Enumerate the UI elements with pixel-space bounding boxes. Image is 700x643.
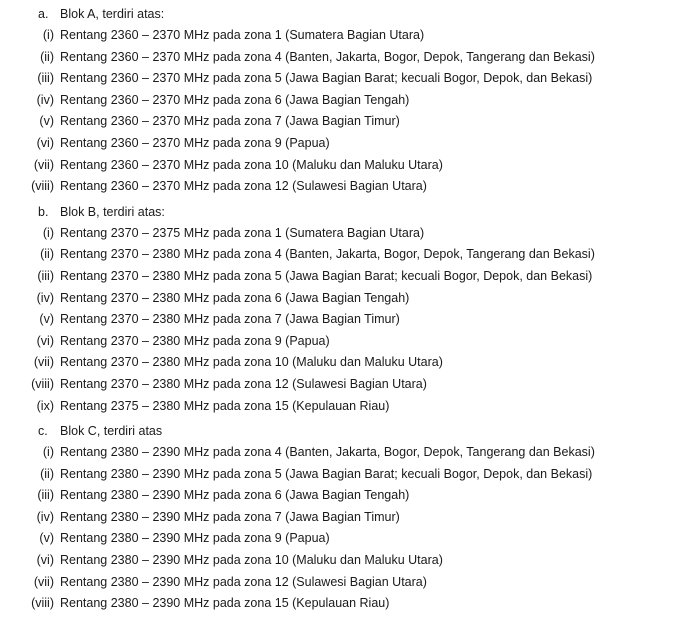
block-c-items: [0, 442, 700, 615]
item-text: Rentang 2360 – 2370 MHz pada zona 12 (Sulawesi Bagian Utara): [60, 179, 427, 194]
block-c-heading: [0, 420, 700, 442]
block-b: [0, 201, 700, 417]
block-a-marker: a.: [38, 7, 49, 21]
item-text: Rentang 2370 – 2380 MHz pada zona 10 (Maluku dan Maluku Utara): [60, 355, 443, 370]
list-item: [0, 464, 700, 486]
item-text: Rentang 2360 – 2370 MHz pada zona 7 (Jawa Bagian Timur): [60, 114, 400, 129]
item-text: Rentang 2360 – 2370 MHz pada zona 6 (Jawa Bagian Tengah): [60, 92, 410, 107]
item-text: Rentang 2380 – 2390 MHz pada zona 4 (Banten, Jakarta, Bogor, Depok, Tangerang dan Bekasi): [60, 445, 595, 460]
item-text: Rentang 2370 – 2375 MHz pada zona 1 (Sumatera Bagian Utara): [60, 225, 425, 240]
list-item: [0, 47, 700, 69]
item-text: Rentang 2360 – 2370 MHz pada zona 1 (Sumatera Bagian Utara): [60, 28, 425, 42]
item-text: Rentang 2380 – 2390 MHz pada zona 9 (Papua): [60, 531, 330, 546]
block-b-marker: b.: [38, 204, 49, 219]
item-marker: (iii): [37, 268, 54, 283]
list-item: [0, 396, 700, 418]
item-text: Rentang 2380 – 2390 MHz pada zona 10 (Maluku dan Maluku Utara): [60, 553, 443, 568]
item-marker: (vi): [36, 135, 54, 150]
item-marker: (v): [39, 312, 54, 327]
item-marker: (vii): [33, 157, 54, 172]
block-b-heading-text: Blok B, terdiri atas:: [60, 204, 165, 219]
item-marker: (viii): [31, 596, 54, 611]
item-marker: (viii): [31, 376, 54, 391]
list-item: [0, 374, 700, 396]
item-text: Rentang 2370 – 2380 MHz pada zona 12 (Sulawesi Bagian Utara): [60, 376, 427, 391]
list-item: [0, 111, 700, 133]
item-marker: (vii): [33, 574, 54, 589]
list-item: [0, 485, 700, 507]
item-text: Rentang 2370 – 2380 MHz pada zona 7 (Jawa Bagian Timur): [60, 312, 400, 327]
list-item: [0, 507, 700, 529]
list-item: [0, 90, 700, 112]
item-marker: (ix): [36, 398, 54, 413]
list-item: [0, 155, 700, 177]
item-text: Rentang 2370 – 2380 MHz pada zona 4 (Banten, Jakarta, Bogor, Depok, Tangerang dan Bekasi): [60, 247, 595, 262]
item-marker: (v): [39, 531, 54, 546]
item-marker: (vi): [36, 333, 54, 348]
item-text: Rentang 2360 – 2370 MHz pada zona 9 (Papua): [60, 135, 330, 150]
item-marker: (ii): [40, 466, 54, 481]
block-c-heading-text: Blok C, terdiri atas: [60, 424, 163, 439]
item-text: Rentang 2370 – 2380 MHz pada zona 6 (Jawa Bagian Tengah): [60, 290, 410, 305]
item-marker: (ii): [40, 247, 54, 262]
block-c: [0, 420, 700, 615]
item-text: Rentang 2375 – 2380 MHz pada zona 15 (Kepulauan Riau): [60, 398, 390, 413]
item-text: Rentang 2380 – 2390 MHz pada zona 6 (Jawa Bagian Tengah): [60, 488, 410, 503]
block-a-heading: [0, 3, 700, 25]
item-text: Rentang 2380 – 2390 MHz pada zona 12 (Sulawesi Bagian Utara): [60, 574, 427, 589]
list-item: [0, 266, 700, 288]
item-marker: (i): [42, 445, 54, 460]
item-text: Rentang 2380 – 2390 MHz pada zona 15 (Kepulauan Riau): [60, 596, 390, 611]
list-item: [0, 550, 700, 572]
list-item: [0, 176, 700, 198]
block-a-items: [0, 25, 700, 198]
list-item: [0, 133, 700, 155]
item-marker: (vi): [36, 553, 54, 568]
item-marker: (iii): [37, 71, 54, 86]
list-item: [0, 288, 700, 310]
item-marker: (vii): [33, 355, 54, 370]
block-a-heading-text: Blok A, terdiri atas:: [60, 7, 165, 21]
block-b-items: [0, 223, 700, 417]
block-a: [0, 3, 700, 198]
item-text: Rentang 2360 – 2370 MHz pada zona 10 (Maluku dan Maluku Utara): [60, 157, 443, 172]
list-item: [0, 331, 700, 353]
item-marker: (iv): [36, 509, 54, 524]
list-item: [0, 352, 700, 374]
list-item: [0, 223, 700, 245]
item-text: Rentang 2380 – 2390 MHz pada zona 7 (Jawa Bagian Timur): [60, 509, 400, 524]
item-text: Rentang 2370 – 2380 MHz pada zona 9 (Papua): [60, 333, 330, 348]
list-item: [0, 442, 700, 464]
item-marker: (v): [39, 114, 54, 129]
list-item: [0, 572, 700, 594]
block-b-heading: [0, 201, 700, 223]
list-item: [0, 309, 700, 331]
item-text: Rentang 2380 – 2390 MHz pada zona 5 (Jawa Bagian Barat; kecuali Bogor, Depok, dan Bekasi): [60, 466, 593, 481]
item-marker: (i): [42, 225, 54, 240]
list-item: [0, 593, 700, 615]
item-marker: (iv): [36, 92, 54, 107]
list-item: [0, 528, 700, 550]
item-text: Rentang 2370 – 2380 MHz pada zona 5 (Jawa Bagian Barat; kecuali Bogor, Depok, dan Bekasi): [60, 268, 593, 283]
item-text: Rentang 2360 – 2370 MHz pada zona 5 (Jawa Bagian Barat; kecuali Bogor, Depok, dan Bekasi): [60, 71, 593, 86]
item-text: Rentang 2360 – 2370 MHz pada zona 4 (Banten, Jakarta, Bogor, Depok, Tangerang dan Bekasi): [60, 49, 595, 64]
item-marker: (iii): [37, 488, 54, 503]
list-item: [0, 68, 700, 90]
list-item: [0, 244, 700, 266]
list-item: [0, 25, 700, 47]
item-marker: (viii): [31, 179, 54, 194]
block-c-marker: c.: [38, 424, 48, 439]
item-marker: (iv): [36, 290, 54, 305]
item-marker: (ii): [40, 49, 54, 64]
item-marker: (i): [42, 28, 54, 42]
